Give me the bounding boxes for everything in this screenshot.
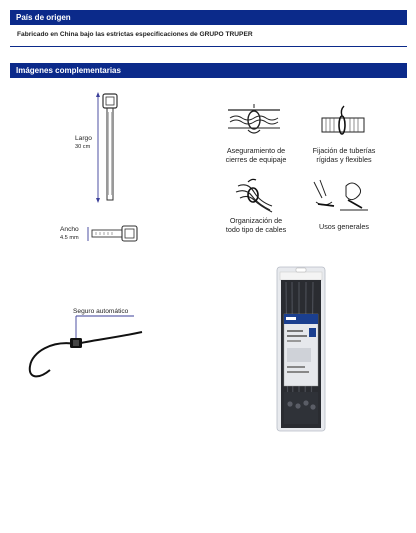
package-icon (276, 266, 326, 432)
luggage-caption-line2: cierres de equipaje (225, 155, 287, 164)
luggage-caption-line1: Aseguramiento de (226, 146, 286, 155)
length-value: 30 cm (75, 144, 91, 150)
images-section-header (10, 63, 407, 78)
zip-tie-width-icon (86, 223, 140, 245)
zip-tie-length-icon (95, 90, 125, 205)
general-use-icon (310, 178, 372, 218)
pipes-caption (306, 146, 382, 164)
length-label: Largo (75, 135, 92, 142)
luggage-icon (224, 100, 284, 142)
luggage-caption (214, 146, 298, 164)
cables-caption-line2: todo tipo de cables (225, 225, 287, 234)
width-value: 4.5 mm (60, 235, 79, 241)
cables-caption (214, 216, 298, 234)
width-label: Ancho (60, 226, 79, 233)
pipes-caption-line1: Fijación de tuberías (312, 146, 376, 155)
origin-divider (10, 46, 407, 47)
lock-label: Seguro automático (73, 308, 129, 315)
cables-caption-line1: Organización de (229, 216, 283, 225)
pipe-icon (320, 104, 366, 140)
images-section-title: Imágenes complementarias (16, 66, 121, 75)
general-caption: Usos generales (319, 222, 369, 231)
zip-tie-loop-icon (24, 312, 148, 384)
origin-section-header (10, 10, 407, 25)
origin-section-title: País de origen (16, 13, 71, 22)
cables-icon (232, 176, 278, 216)
pipes-caption-line2: rígidas y flexibles (316, 155, 372, 164)
origin-text: Fabricado en China bajo las estrictas especificaciones de GRUPO TRUPER (17, 31, 253, 38)
